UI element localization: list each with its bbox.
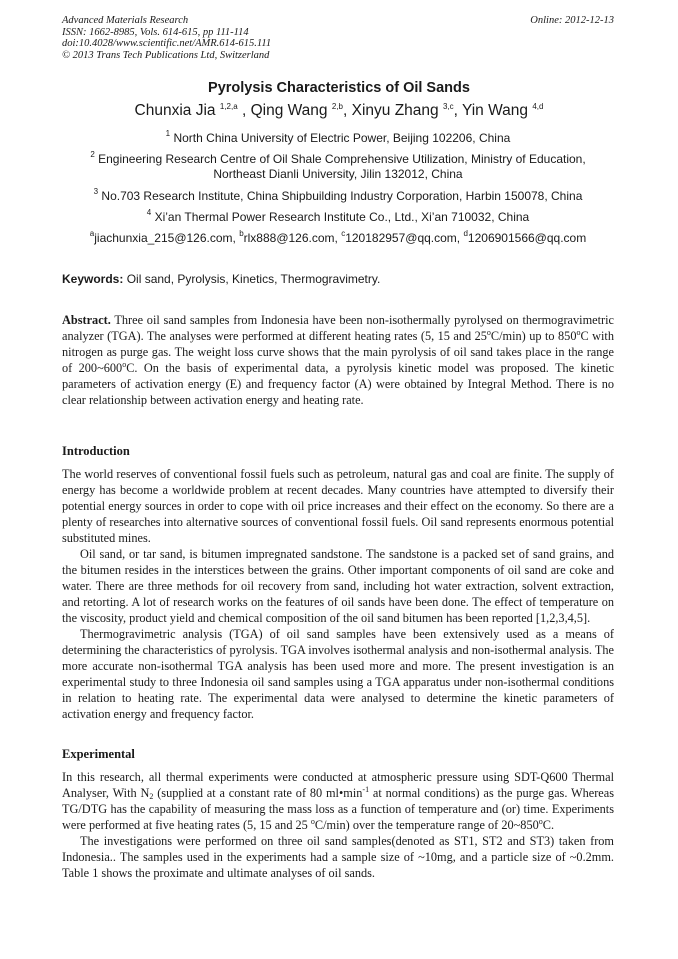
affiliation-number: 2 [90, 150, 95, 159]
journal-name: Advanced Materials Research [62, 15, 189, 26]
affiliation-text: North China University of Electric Power, Beijing 102206, China [173, 131, 511, 145]
introduction-heading: Introduction [62, 444, 130, 458]
journal-doi: doi:10.4028/www.scientific.net/AMR.614-615.111 [62, 38, 272, 49]
paragraph [62, 769, 614, 833]
affiliation-number: 1 [165, 129, 171, 138]
degree-mark: o [310, 817, 315, 826]
author-name: Yin Wang [461, 102, 529, 119]
affiliation-1 [62, 131, 614, 146]
affiliation-number: 4 [146, 208, 152, 217]
keywords-text: Oil sand, Pyrolysis, Kinetics, Thermogravimetry. [123, 272, 381, 286]
author-affiliation-mark: 2,b [331, 102, 343, 111]
degree-mark: o [486, 328, 491, 337]
keywords-label: Keywords: [62, 272, 124, 286]
email-mark: b [239, 229, 244, 238]
abstract-text: C with nitrogen as purge gas. The weight loss curve shows that the main pyrolysis of oil sand takes place in the range of 200~600 [62, 329, 614, 375]
abstract-text: C/min) up to 850 [490, 329, 577, 343]
paragraph-text: In this research, all thermal experiments were conducted at atmospheric pressure using SDT-Q600 Thermal Analyser, With N [62, 770, 614, 800]
abstract-text: Three oil sand samples from Indonesia have been non-isothermally pyrolysed on thermogravimetric analyzer (TGA). The analyses were performed at different heating rates (5, 15 and 25 [62, 313, 614, 343]
author-name: Xinyu Zhang [351, 102, 439, 119]
abstract [62, 312, 614, 408]
journal-header [62, 15, 614, 61]
email-address: 1206901566@qq.com [467, 231, 587, 245]
experimental-heading: Experimental [62, 747, 135, 761]
paragraph: The world reserves of conventional fossil fuels such as petroleum, natural gas and coal are finite. The supply of energy has become a worldwide problem at recent decades. Many countries have attempted to diversify their potential energy sources in order to cope with oil price increases and their effect on the economy. So there are a plenty of researches into alternative sources of conventional fossil fuels. Oil sand represents enormous potential substituted mines. [62, 467, 614, 545]
paragraph-text: at normal conditions) as the purge gas. Whereas TG/DTG has the capability of measuring the mass loss as a function of temperature and (or) time. Experiments were performed at five heating rates (5, 15 and 25 [62, 786, 614, 832]
email-mark: d [463, 229, 468, 238]
online-date: Online: 2012-12-13 [530, 15, 614, 26]
author-list [0, 102, 678, 120]
introduction-body [62, 466, 614, 722]
journal-copyright: © 2013 Trans Tech Publications Ltd, Switzerland [62, 49, 270, 61]
degree-mark: o [576, 328, 581, 337]
email-address: rlx888@126.com, [243, 231, 342, 245]
experimental-body [62, 769, 614, 881]
affiliation-text: No.703 Research Institute, China Shipbuilding Industry Corporation, Harbin 150078, China [101, 189, 583, 203]
affiliation-3 [62, 189, 614, 204]
abstract-text: C. On the basis of experimental data, a pyrolysis kinetic model was proposed. The kinetic parameters of activation energy (E) and frequency factor (A) were obtained by Integral Method. There is no clear relationship between activation energy and heating rate. [62, 361, 614, 407]
author-name: Chunxia Jia [134, 102, 216, 119]
affiliation-text-line2: Northeast Dianli University, Jilin 132012, China [213, 167, 463, 181]
degree-mark: o [538, 817, 543, 826]
email-mark: c [341, 229, 346, 238]
author-affiliation-mark: 4,d [532, 102, 544, 111]
author-separator: , [453, 102, 462, 119]
abstract-label: Abstract. [62, 313, 111, 327]
author-separator: , [342, 102, 352, 119]
degree-mark: o [122, 360, 127, 369]
author-affiliation-mark: 3,c [442, 102, 454, 111]
paragraph-text: C. [542, 818, 555, 832]
subscript: 2 [149, 792, 154, 801]
affiliation-4 [62, 210, 614, 225]
email-list [62, 231, 614, 245]
journal-issn: ISSN: 1662-8985, Vols. 614-615, pp 111-114 [62, 26, 249, 38]
affiliation-number: 3 [93, 187, 99, 196]
paper-title: Pyrolysis Characteristics of Oil Sands [208, 80, 470, 96]
paragraph: Oil sand, or tar sand, is bitumen impregnated sandstone. The sandstone is a packed set of sand grains, and the bitumen resides in the interstices between the grains. Other important components of oil sand are coke and water. There are three methods for oil recovery from sand, including hot water extraction, solvent extraction, and retorting. A lot of research works on the features of oil sands have been done. The effect of temperature on the viscosity, product yield and chemical composition of the oil sand bitumen has been reported [1,2,3,4,5]. [62, 547, 614, 625]
email-mark: a [89, 229, 95, 238]
author-separator: , [241, 102, 251, 119]
affiliation-text: Engineering Research Centre of Oil Shale Comprehensive Utilization, Ministry of Education, [98, 152, 586, 166]
superscript: -1 [362, 785, 370, 794]
paragraph-text: C/min) over the temperature range of 20~850 [314, 818, 539, 832]
paragraph: Thermogravimetric analysis (TGA) of oil sand samples have been extensively used as a means of determining the characteristics of pyrolysis. TGA involves isothermal analysis and non-isothermal analysis. The more accurate non-isothermal TGA analysis has been used more and more. The present investigation is an experimental study to three Indonesia oil sand samples using a TGA apparatus under non-isothermal conditions in relation to heating rate. The experimental data were analysed to determine the kinetic parameters of activation energy and frequency factor. [62, 627, 614, 721]
paragraph: The investigations were performed on three oil sand samples(denoted as ST1, ST2 and ST3) taken from Indonesia.. The samples used in the experiments had a sample size of ~10mg, and a particle size of ~0.2mm. Table 1 shows the proximate and ultimate analyses of oil sands. [62, 834, 614, 880]
affiliation-2 [62, 152, 614, 182]
author-affiliation-mark: 1,2,a [219, 102, 238, 111]
email-address: 120182957@qq.com, [345, 231, 464, 245]
affiliation-text: Xi’an Thermal Power Research Institute Co., Ltd., Xi’an 710032, China [154, 210, 530, 224]
keywords-line [62, 272, 614, 286]
paragraph-text: (supplied at a constant rate of 80 ml•min [153, 786, 363, 800]
email-address: jiachunxia_215@126.com, [94, 231, 240, 245]
author-name: Qing Wang [250, 102, 328, 119]
